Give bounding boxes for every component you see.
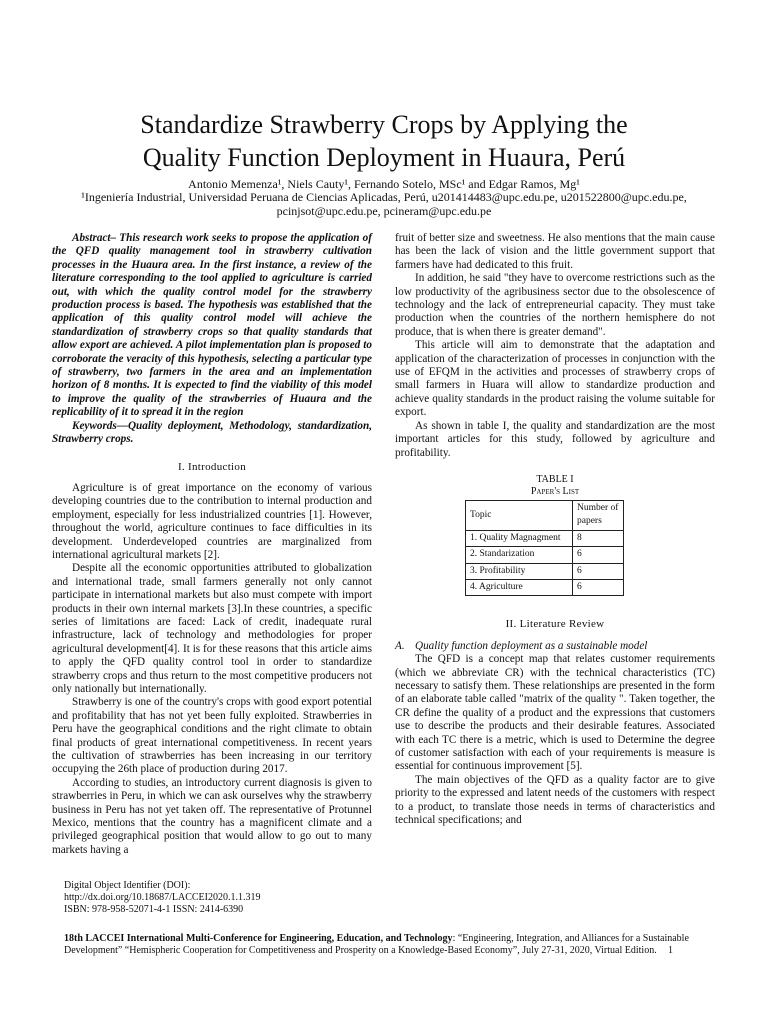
table-cell-count: 6 (573, 579, 624, 595)
table-caption-number: TABLE I (536, 473, 574, 485)
papers-table (465, 500, 624, 596)
authors-line: Antonio Memenza¹, Niels Cauty¹, Fernando Sotelo, MSc¹ and Edgar Ramos, Mg¹ (188, 177, 580, 191)
subsection-title: Quality function deployment as a sustainable model (415, 639, 648, 652)
doi-block (64, 880, 260, 916)
section-heading-introduction: I. Introduction (177, 460, 247, 473)
table-cell-topic: 3. Profitability (466, 563, 573, 579)
literature-paragraph-1: The QFD is a concept map that relates customer requirements (which we abbreviate CR) with the technical characteristics (TC) necessary to satisfy them. These relationships are presented in the form of an elaborate table called "matrix of the quality ". Taken together, the CR define the quality of a product and the expressions that customers use to describe the products and their desirable features. Associated with each TC there is a metric, which is used to Determine the degree of customer satisfaction with each of your requirements is measure is essential for continuous improvement [5]. (395, 653, 715, 773)
intro-paragraph-4: According to studies, an introductory current diagnosis is given to strawberries in Peru, in which we can ask ourselves why the strawberry business in Peru has not yet taken off. The representative of Protunnel Mexico, mentions that the country has a magnificent climate and a privileged geographical position that would allow to go out to many markets having a (52, 776, 372, 856)
conference-name: 18th LACCEI International Multi-Conference for Engineering, Education, and Technology (64, 933, 453, 944)
table-row (466, 563, 624, 579)
paper-title (40, 108, 728, 174)
table-cell-count: 8 (573, 530, 624, 546)
table-caption-title: Paper's List (530, 485, 580, 497)
right-paragraph-1: fruit of better size and sweetness. He also mentions that the main cause has been the lack of vision and the little government support that farmers have had dedicated to this fruit. (395, 232, 715, 271)
table-cell-count: 6 (573, 547, 624, 563)
isbn-issn: ISBN: 978-958-52071-4-1 ISSN: 2414-6390 (64, 904, 244, 915)
title-line-2: Quality Function Deployment in Huaura, Perú (142, 143, 626, 172)
title-line-1: Standardize Strawberry Crops by Applying the (140, 110, 628, 139)
intro-paragraph-2: Despite all the economic opportunities attributed to globalization and international trade, small farmers generally not only cannot participate in international markets but also must compete with import products in their own internal markets [3].In these countries, a specific series of limitations are faced: Lack of credit, inadequate rural infrastructure, lack of technology and methodologies for proper agricultural development[4]. It is for these reasons that this article aims to apply the QFD quality control tool in order to standardize strawberry crops and thus return to the most competitive producers not only nationally but internationally. (52, 562, 372, 695)
subsection-heading-a (395, 640, 715, 653)
affiliation-line-2: pcinjsot@upc.edu.pe, pcineram@upc.edu.pe (276, 204, 492, 218)
right-column (395, 232, 715, 827)
table-row (466, 547, 624, 563)
keywords: Keywords—Quality deployment, Methodology, standardization, Strawberry crops. (52, 419, 372, 446)
table-header-row (466, 500, 624, 530)
intro-paragraph-3: Strawberry is one of the country's crops with good export potential and profitability that has not yet been fully exploited. Strawberries in Peru have the geographical conditions and the right climate to obtain final products of great international competitiveness. In recent years the cultivation of strawberries has been increasing in our territory occupying the 26th place of production during 2017. (52, 696, 372, 776)
abstract: Abstract– This research work seeks to propose the application of the QFD quality management tool in strawberry cultivation processes in the Huaura area. In the first instance, a review of the literature corresponding to the tool applied to agriculture is carried out, with which the quality control model for the strawberry production process is based. The hypothesis was established that the application of this quality control model will achieve the standardization of strawberry crops so that quality standards that allow export are achieved. A pilot implementation plan is proposed to corroborate the veracity of this hypothesis, selecting a particular type of strawberry, two farmers in the area and an implementation horizon of 8 months. It is expected to find the viability of this model to improve the quality of the strawberries of Huaura and the replicability of it to spread it in the region (52, 232, 372, 419)
table-cell-topic: 2. Standarization (466, 547, 573, 563)
intro-paragraph-1: Agriculture is of great importance on the economy of various developing countries due to the contribution to internal production and employment, especially for less industrialized countries [1]. However, throughout the world, agriculture continues to face difficulties in its development. Underdeveloped countries are marginalized from international agricultural markets [2]. (52, 481, 372, 561)
table-row (466, 579, 624, 595)
conference-details: : “Engineering, Integration, and Alliances for a Sustainable Development” “Hemispheric Cooperation for Competitiveness and Prosperity on a Knowledge-Based Economy”, July 27-31, 2020, Virtual Edition. (64, 933, 689, 956)
table-cell-count: 6 (573, 563, 624, 579)
page-number: 1 (668, 945, 673, 956)
doi-label: Digital Object Identifier (DOI): (64, 880, 191, 891)
right-paragraph-2: In addition, he said "they have to overcome restrictions such as the low productivity of the agribusiness sector due to the obsolescence of technology and the lack of entrepreneurial capacity. They must take production when the countries of the northern hemisphere do not produce, that is when there is greater demand". (395, 272, 715, 338)
table-header-topic: Topic (466, 500, 573, 530)
section-heading-literature-review: II. Literature Review (505, 618, 605, 631)
conference-footer (64, 933, 704, 957)
table-caption (395, 474, 715, 498)
left-column (52, 232, 372, 857)
table-cell-topic: 4. Agriculture (466, 579, 573, 595)
table-header-count: Number of papers (573, 500, 624, 530)
right-paragraph-4: As shown in table I, the quality and standardization are the most important articles for this study, followed by agriculture and profitability. (395, 419, 715, 459)
literature-paragraph-2: The main objectives of the QFD as a quality factor are to give priority to the expressed and latent needs of the customers with respect to a product, to translate those needs in terms of characteristics and technical specifications; and (395, 773, 715, 827)
doi-link[interactable]: http://dx.doi.org/10.18687/LACCEI2020.1.1.319 (64, 892, 261, 903)
subsection-label: A. (395, 639, 405, 652)
affiliation-line-1: ¹Ingeniería Industrial, Universidad Peruana de Ciencias Aplicadas, Perú, u201414483@upc.edu.pe, u201522800@upc.edu.pe, (81, 190, 687, 204)
table-row (466, 530, 624, 546)
right-paragraph-3: This article will aim to demonstrate that the adaptation and application of the characterization of processes in conjunction with the use of EFQM in the activities and processes of strawberry crops of small farmers in Huara will allow to standardize production and achieve quality standards in the product raising the volume suitable for export. (395, 339, 715, 419)
table-cell-topic: 1. Quality Magnagment (466, 530, 573, 546)
